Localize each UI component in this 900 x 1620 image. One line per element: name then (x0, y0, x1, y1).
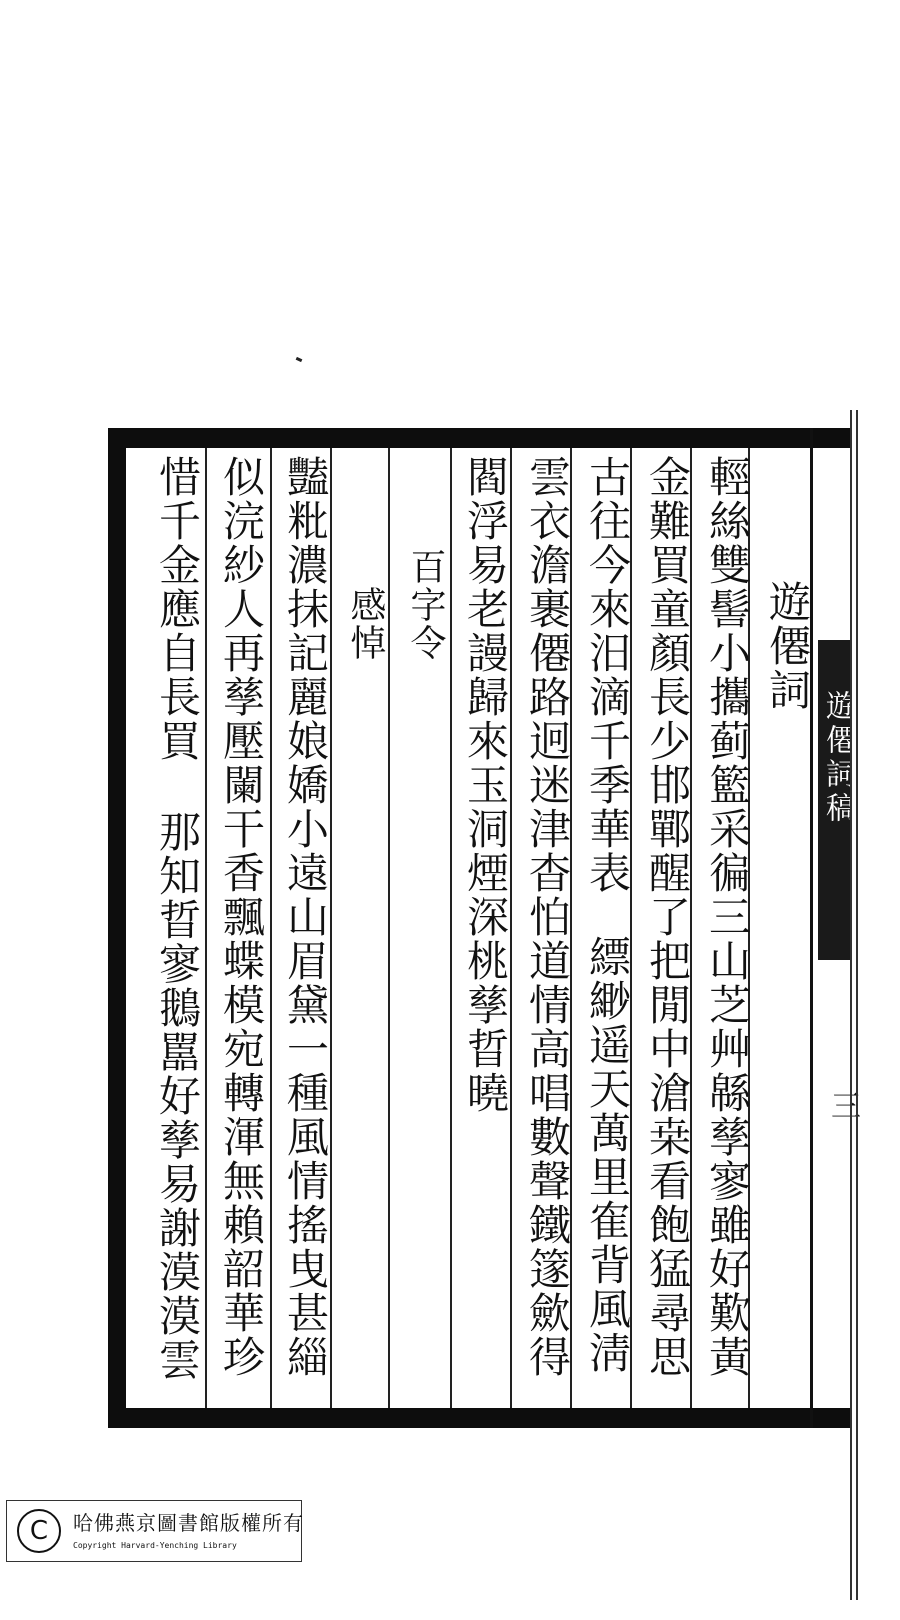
fold-title: 遊僊詞稿 (820, 690, 855, 826)
text-column: 那知晢寥鵝嚚好孳易謝漠漠雲 (153, 810, 202, 1382)
right-edge-lines (850, 410, 858, 1600)
frame-inner-line (122, 448, 126, 1408)
copyright-english: Copyright Harvard-Yenching Library (73, 1541, 237, 1550)
text-column: 雲衣澹裹僊路迥迷津杳怕道情高唱數聲鐵篴歛得 (523, 455, 572, 1379)
text-column: 豔粃濃抹記麗娘嬌小遠山眉黛一種風情搖曳甚緇 (281, 455, 330, 1379)
text-column: 似浣紗人再孳壓闌干香飄蝶模宛轉渾無賴韶華珍 (217, 455, 266, 1379)
text-column: 縹緲遥天萬里隺背風淸 (583, 935, 632, 1375)
column-rule (205, 448, 207, 1408)
copyright-chinese: 哈佛燕京圖書館版權所有 (73, 1511, 304, 1535)
copyright-icon: C (17, 1509, 61, 1553)
copyright-stamp (6, 1500, 302, 1562)
text-column: 古往今來汨滴千季華表 (583, 455, 632, 895)
fold-page-number: 三 (825, 1090, 860, 1120)
column-rule (270, 448, 272, 1408)
text-column: 閻浮易老謾歸來玉洞煙深桃孳晢曉 (461, 455, 510, 1115)
poem-title: 遊僊詞 (763, 580, 812, 712)
tune-title: 百字令 (405, 548, 446, 662)
ink-speck (296, 357, 303, 362)
text-column: 惜千金應自長買 (153, 455, 202, 763)
poem-subtitle: 感悼 (345, 586, 386, 662)
text-column: 金難買童顏長少邯鄲醒了把閒中滄桒看飽猛尋思 (643, 455, 692, 1379)
text-column: 輕絲雙髻小攜蓟籃采徧三山芝艸緜孳寥雖好歎黃 (703, 455, 752, 1379)
